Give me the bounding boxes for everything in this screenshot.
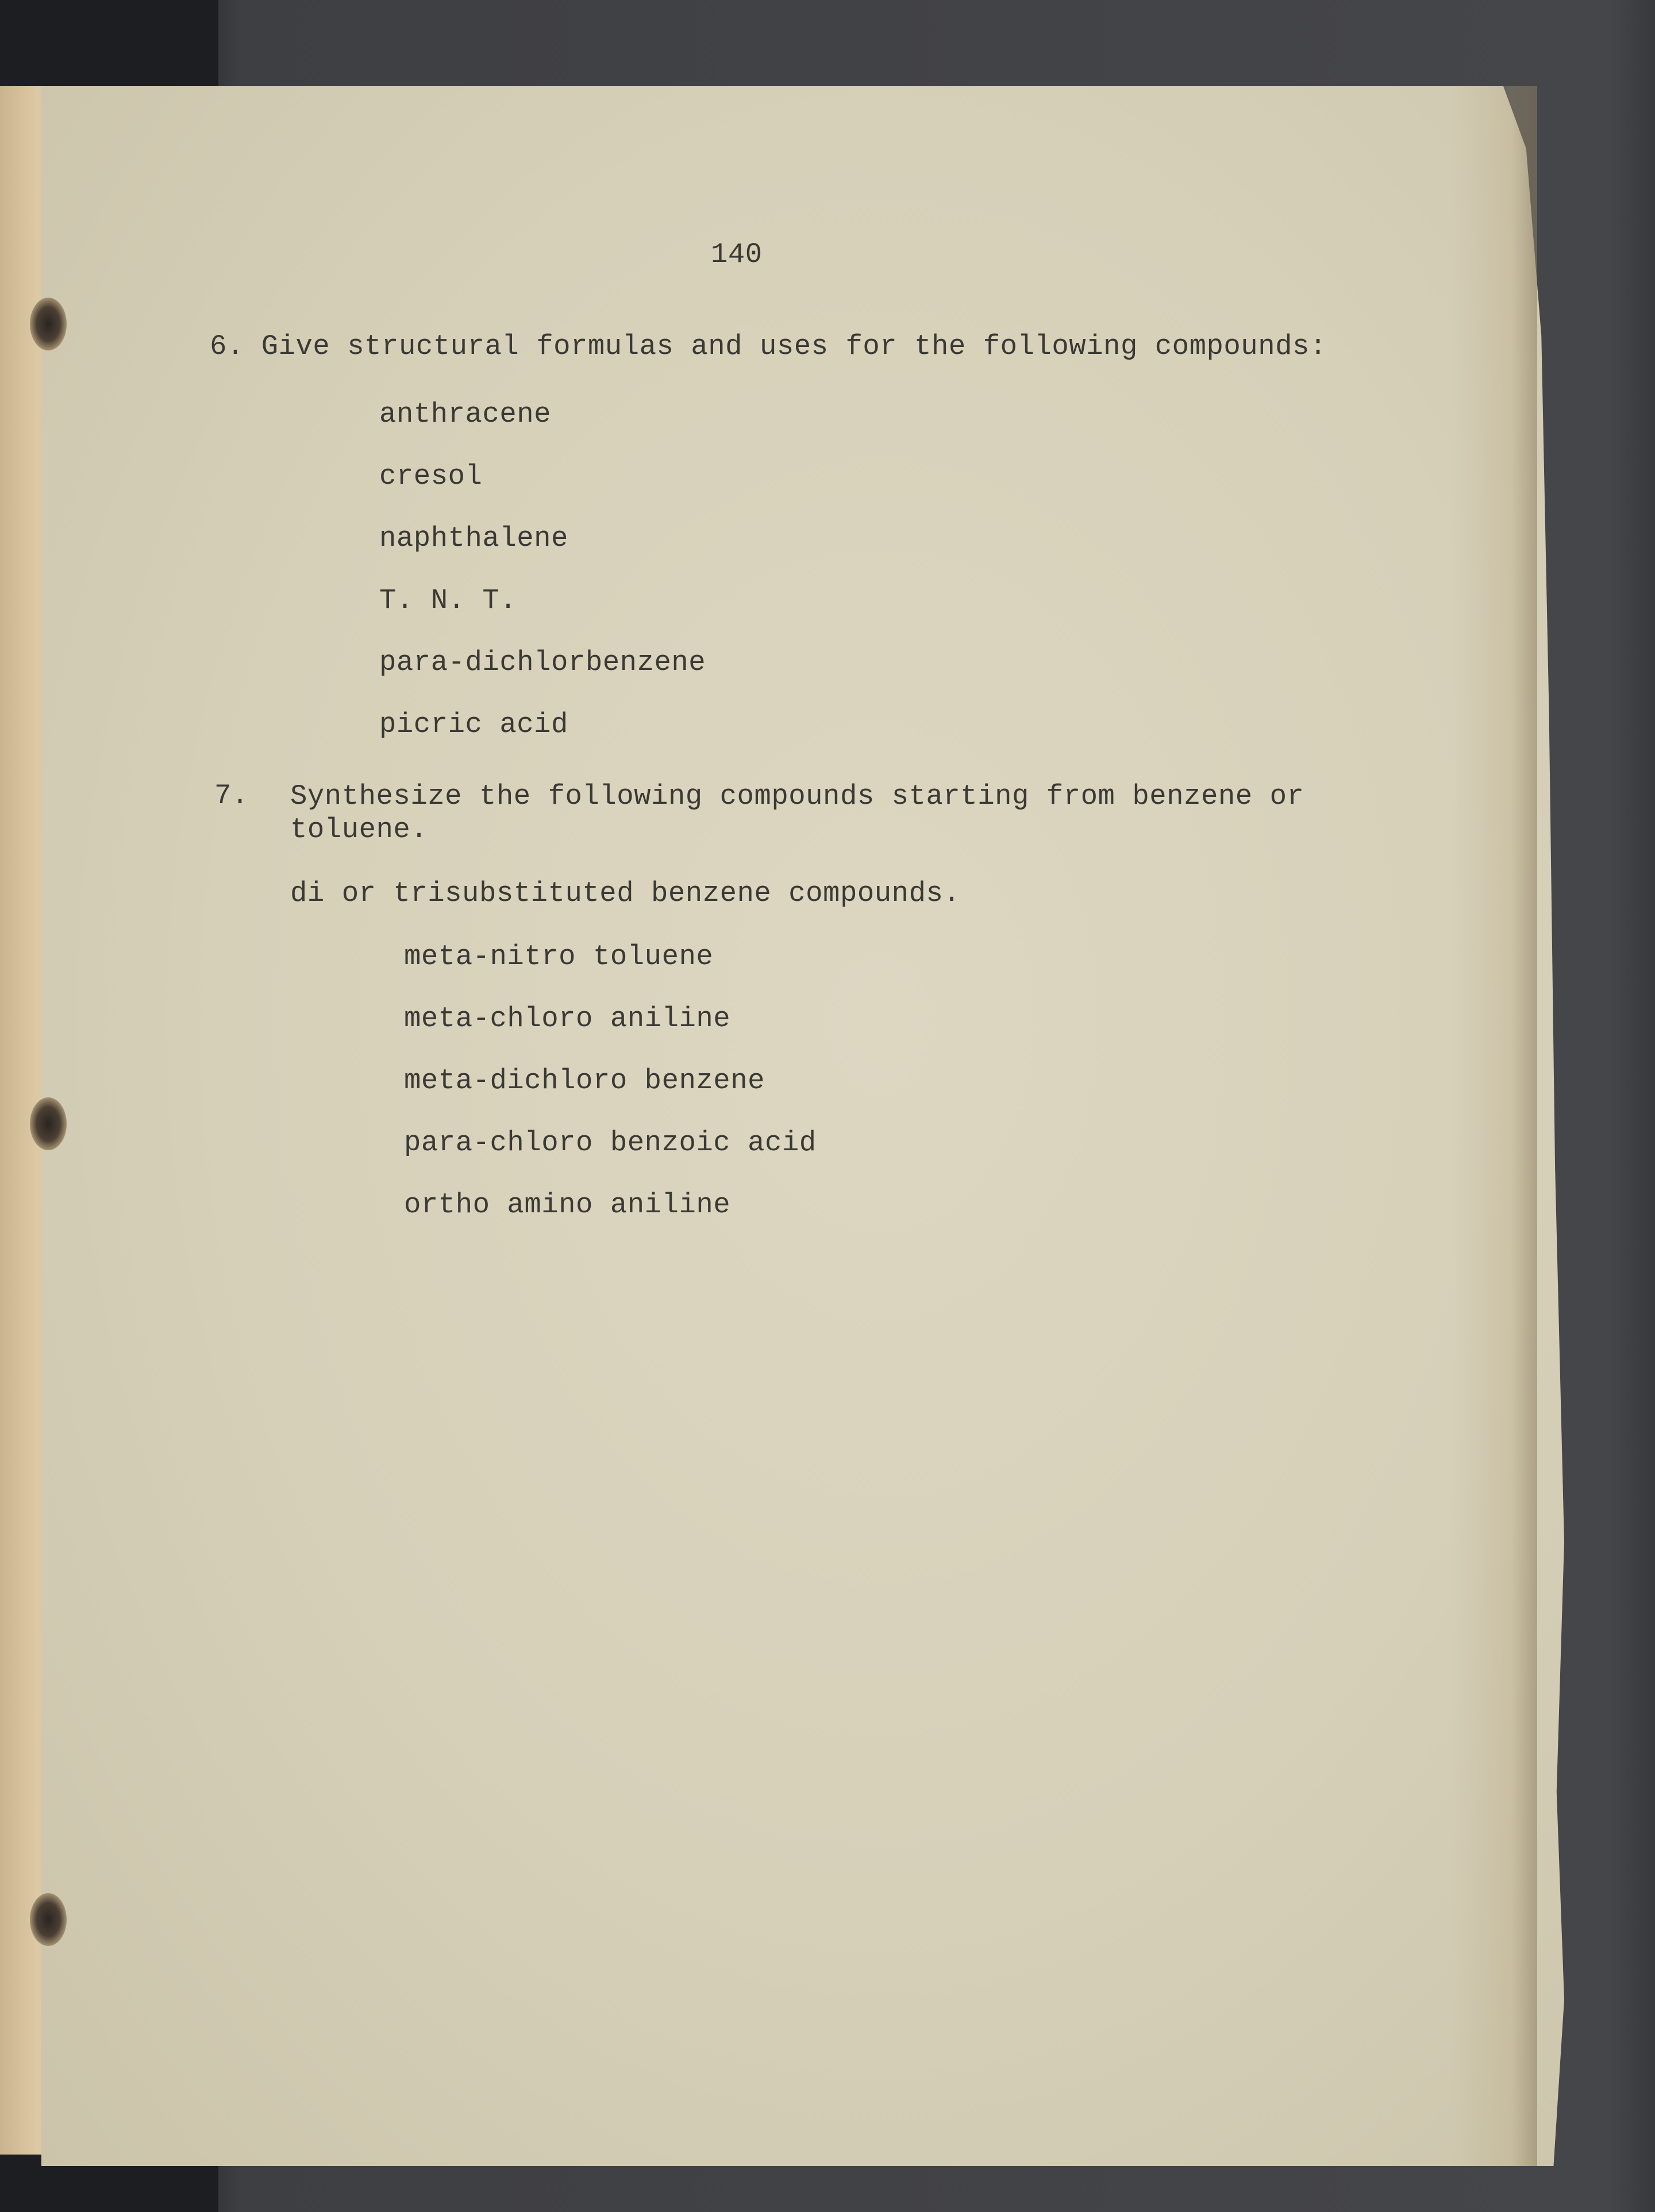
question-6-compound-list <box>379 398 706 770</box>
question-7-compound-list <box>404 941 817 1251</box>
list-item: T. N. T. <box>379 584 517 616</box>
list-item: para-dichlorbenzene <box>379 646 706 679</box>
list-item: picric acid <box>379 708 568 741</box>
binder-hole-top <box>30 298 67 350</box>
question-6-stem: 6. Give structural formulas and uses for the following compounds: <box>210 330 1327 363</box>
list-item: anthracene <box>379 398 552 430</box>
question-7-sub-heading: di or trisubstituted benzene compounds. <box>290 877 961 910</box>
list-item: ortho amino aniline <box>404 1189 731 1221</box>
list-item: meta-dichloro benzene <box>404 1065 765 1097</box>
question-7-stem: Synthesize the following compounds starting from benzene or toluene. <box>290 780 1304 846</box>
list-item: naphthalene <box>379 522 568 554</box>
question-7-number: 7. <box>214 780 249 812</box>
page-number: 140 <box>711 238 763 271</box>
binder-hole-bottom <box>30 1893 67 1946</box>
list-item: meta-nitro toluene <box>404 941 714 973</box>
list-item: para-chloro benzoic acid <box>404 1127 817 1159</box>
list-item: cresol <box>379 460 483 492</box>
binder-hole-middle <box>30 1097 67 1150</box>
list-item: meta-chloro aniline <box>404 1003 731 1035</box>
